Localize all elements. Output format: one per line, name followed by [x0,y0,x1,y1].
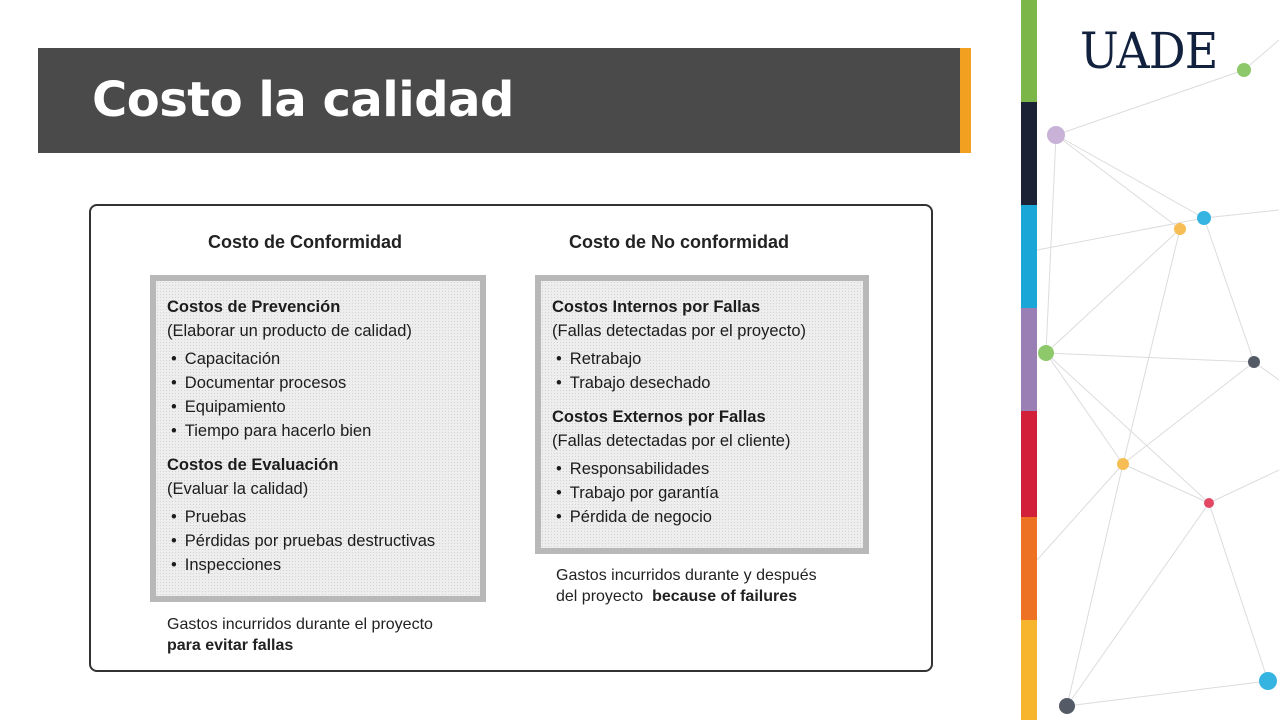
nonconformance-box [535,275,869,554]
list-item: • Trabajo desechado [552,371,851,395]
nonconformance-note [556,565,817,607]
list-item: • Capacitación [167,347,468,371]
list-item: • Documentar procesos [167,371,468,395]
prevention-subtitle: (Elaborar un producto de calidad) [167,322,412,340]
nonconformance-note-bold: because of failures [652,588,798,605]
list-item: • Inspecciones [167,553,468,577]
evaluation-title: Costos de Evaluación [167,456,339,474]
network-decoration [1037,0,1279,720]
stripe-yellow [1021,620,1037,720]
prevention-list [167,347,468,443]
list-item: • Retrabajo [552,347,851,371]
list-item: • Trabajo por garantía [552,481,851,505]
conformance-note [167,614,433,656]
title-accent [960,48,971,153]
list-item: • Pérdidas por pruebas destructivas [167,529,468,553]
list-item: • Responsabilidades [552,457,851,481]
conformance-note-bold: para evitar fallas [167,637,294,654]
internal-failures-subtitle: (Fallas detectadas por el proyecto) [552,322,807,340]
conformance-box [150,275,486,602]
list-item: • Equipamiento [167,395,468,419]
external-failures-title: Costos Externos por Fallas [552,408,766,426]
stripe-green [1021,0,1037,102]
external-failures-subtitle: (Fallas detectadas por el cliente) [552,432,791,450]
stripe-blue [1021,205,1037,308]
nonconformance-note-text: Gastos incurridos durante y después [556,567,817,584]
nonconformance-note-text-2: del proyecto [556,588,644,605]
internal-failures-list [552,347,851,395]
stripe-purple [1021,308,1037,411]
list-item: • Pruebas [167,505,468,529]
stripe-orange [1021,517,1037,620]
external-failures-list [552,457,851,529]
conformance-heading: Costo de Conformidad [208,232,402,252]
list-item: • Pérdida de negocio [552,505,851,529]
list-item: • Tiempo para hacerlo bien [167,419,468,443]
conformance-note-text: Gastos incurridos durante el proyecto [167,616,433,633]
stripe-navy [1021,102,1037,205]
internal-failures-title: Costos Internos por Fallas [552,298,761,316]
evaluation-subtitle: (Evaluar la calidad) [167,480,309,498]
uade-logo: UADE [1080,22,1218,80]
evaluation-list [167,505,468,577]
slide-title: Costo la calidad [92,72,514,128]
prevention-title: Costos de Prevención [167,298,341,316]
nonconformance-heading: Costo de No conformidad [569,232,789,252]
stripe-red [1021,411,1037,517]
